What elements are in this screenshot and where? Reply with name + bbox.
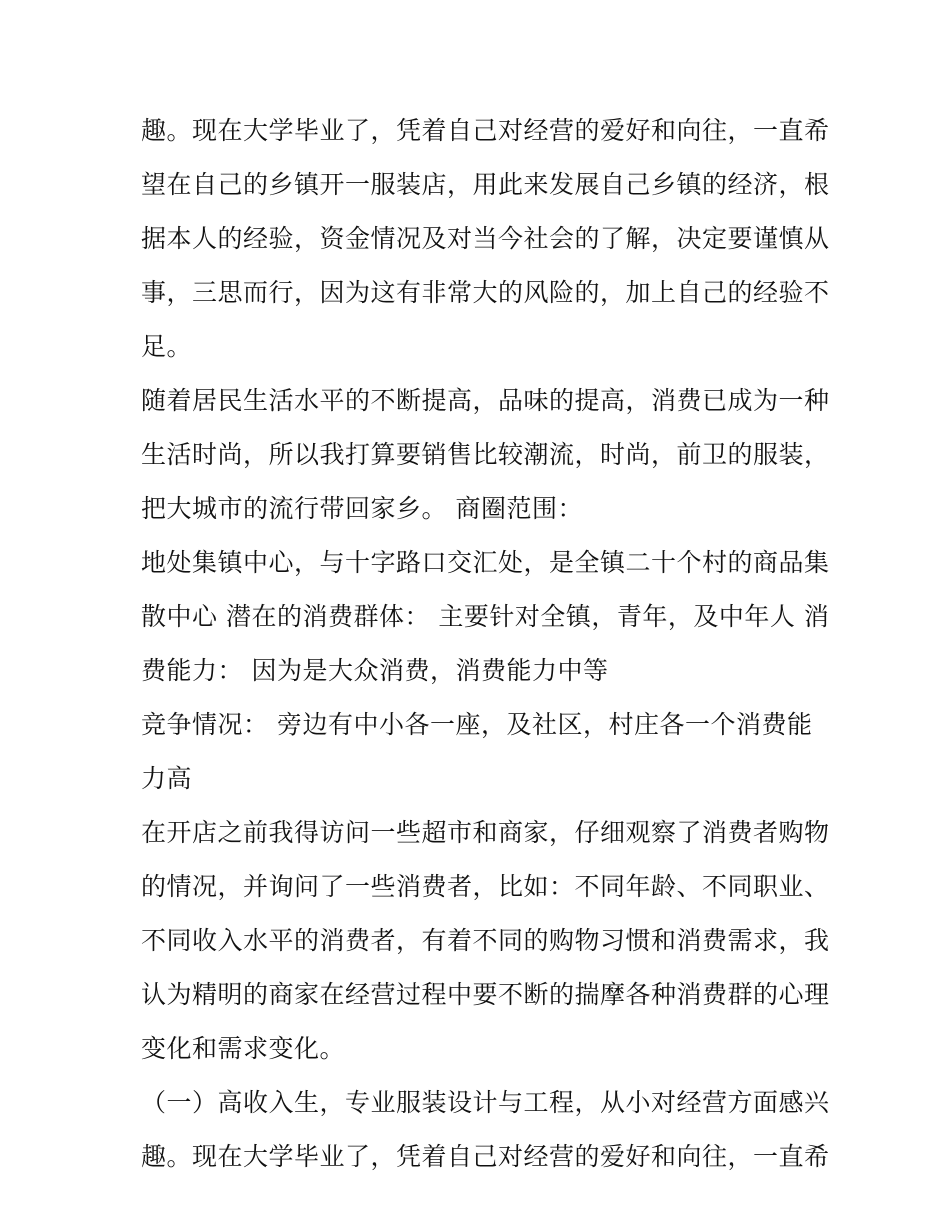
text-line: 生活时尚，所以我打算要销售比较潮流，时尚，前卫的服装， xyxy=(141,440,830,469)
text-line: 趣。现在大学毕业了，凭着自己对经营的爱好和向往，一直希 xyxy=(141,116,830,145)
text-line: 变化和需求变化。 xyxy=(141,1034,346,1063)
text-line: 趣。现在大学毕业了，凭着自己对经营的爱好和向往，一直希 xyxy=(141,1142,830,1171)
text-line: 竞争情况： 旁边有中小各一座，及社区，村庄各一个消费能 xyxy=(141,710,813,739)
text-line: 散中心 潜在的消费群体： 主要针对全镇，青年，及中年人 消 xyxy=(141,602,830,631)
text-line: 地处集镇中心，与十字路口交汇处，是全镇二十个村的商品集 xyxy=(141,548,830,577)
text-line: 认为精明的商家在经营过程中要不断的揣摩各种消费群的心理 xyxy=(141,980,830,1009)
text-line: 在开店之前我得访问一些超市和商家，仔细观察了消费者购物 xyxy=(141,818,830,847)
text-line: 望在自己的乡镇开一服装店，用此来发展自己乡镇的经济，根 xyxy=(141,170,830,199)
text-line: 事，三思而行，因为这有非常大的风险的，加上自己的经验不 xyxy=(141,278,830,307)
text-line: 费能力： 因为是大众消费，消费能力中等 xyxy=(141,656,609,685)
text-line: 力高 xyxy=(141,764,193,793)
text-line: 不同收入水平的消费者，有着不同的购物习惯和消费需求，我 xyxy=(141,926,830,955)
text-line: （一）高收入生，专业服装设计与工程，从小对经营方面感兴 xyxy=(141,1088,830,1117)
document-body xyxy=(141,104,830,1184)
text-line: 随着居民生活水平的不断提高，品味的提高，消费已成为一种 xyxy=(141,386,830,415)
text-line: 足。 xyxy=(141,332,193,361)
text-line: 据本人的经验，资金情况及对当今社会的了解，决定要谨慎从 xyxy=(141,224,830,253)
text-line: 的情况，并询问了一些消费者，比如：不同年龄、不同职业、 xyxy=(141,872,830,901)
text-line: 把大城市的流行带回家乡。 商圈范围： xyxy=(141,494,583,523)
